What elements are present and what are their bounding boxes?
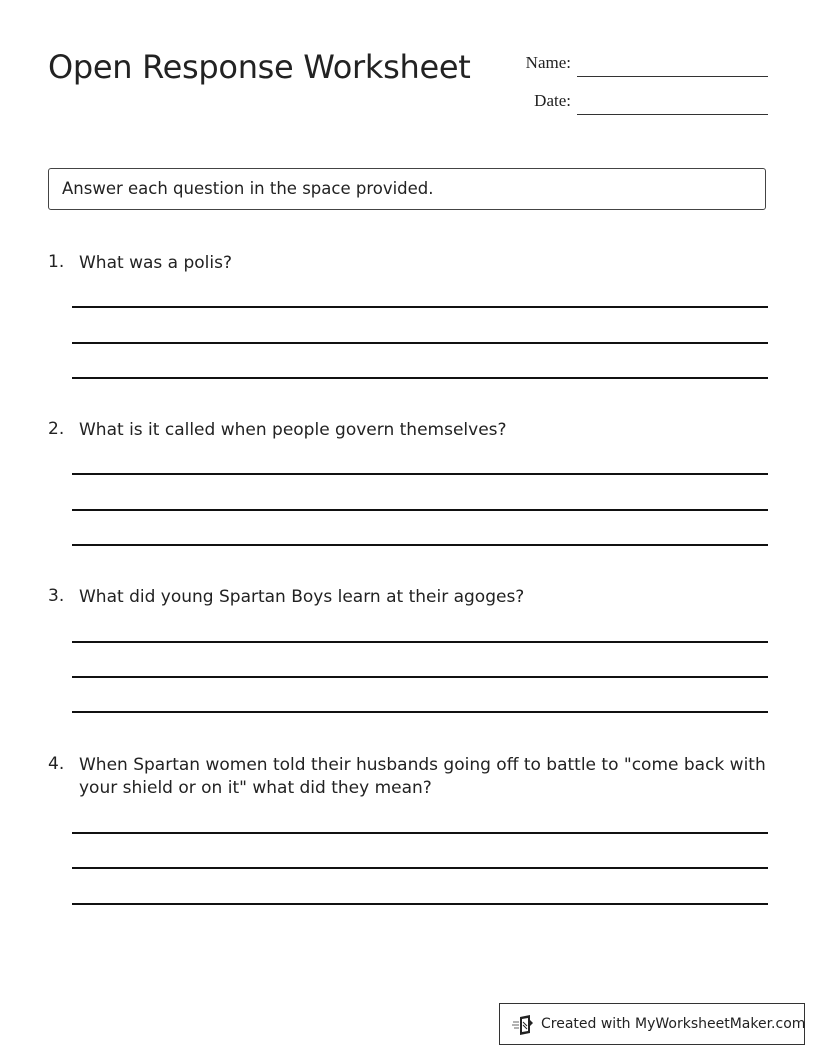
question-number: 3. [48,586,65,606]
instructions-box [48,168,766,210]
answer-line[interactable] [72,306,768,308]
worksheet-maker-logo-icon [512,1014,534,1036]
question-number: 2. [48,419,65,439]
question-text: What was a polis? [79,253,232,273]
answer-line[interactable] [72,711,768,713]
question-text: When Spartan women told their husbands going off to battle to "come back with your shield or on it" what did they mean? [79,755,766,798]
date-field[interactable] [577,114,768,115]
answer-line[interactable] [72,832,768,834]
footer-credit[interactable] [499,1003,805,1045]
answer-line[interactable] [72,377,768,379]
answer-line[interactable] [72,676,768,678]
question-text: What did young Spartan Boys learn at their agoges? [79,587,525,607]
answer-line[interactable] [72,473,768,475]
question-number: 4. [48,754,65,774]
answer-line[interactable] [72,509,768,511]
question-number: 1. [48,252,65,272]
question-text: What is it called when people govern themselves? [79,420,507,440]
name-field[interactable] [577,76,768,77]
answer-line[interactable] [72,544,768,546]
answer-line[interactable] [72,342,768,344]
instructions-text: Answer each question in the space provided. [62,179,434,198]
page-title: Open Response Worksheet [48,48,471,86]
answer-line[interactable] [72,641,768,643]
answer-line[interactable] [72,903,768,905]
date-label: Date: [534,91,571,110]
name-label: Name: [525,53,571,72]
answer-line[interactable] [72,867,768,869]
footer-text: Created with MyWorksheetMaker.com [541,1016,806,1032]
